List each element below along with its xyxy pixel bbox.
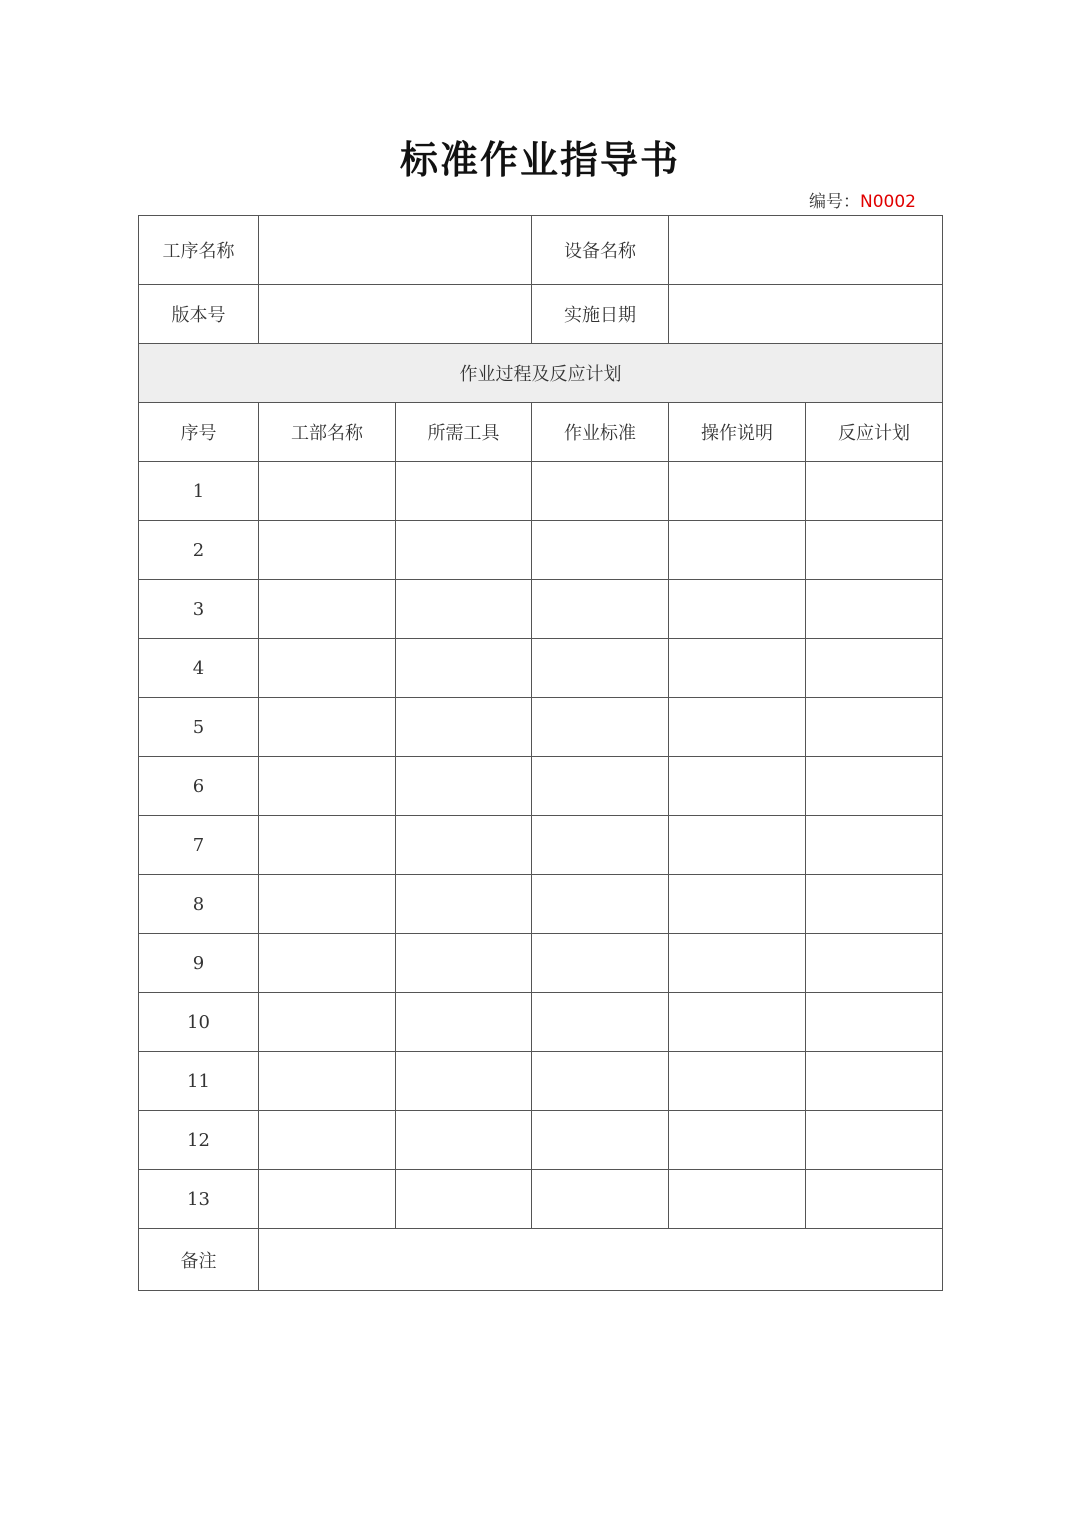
reaction-plan-cell[interactable] xyxy=(806,639,943,698)
implement-date-label: 实施日期 xyxy=(532,285,669,344)
reaction-plan-cell[interactable] xyxy=(806,934,943,993)
table-row xyxy=(139,580,943,639)
standard-cell[interactable] xyxy=(532,934,669,993)
table-row xyxy=(139,1170,943,1229)
info-row-process xyxy=(139,216,943,285)
table-row xyxy=(139,521,943,580)
row-number: 2 xyxy=(139,521,259,580)
section-title: 作业过程及反应计划 xyxy=(139,344,943,403)
column-header-step-name: 工部名称 xyxy=(259,403,396,462)
step-name-cell[interactable] xyxy=(259,521,396,580)
step-name-cell[interactable] xyxy=(259,993,396,1052)
column-header-tools: 所需工具 xyxy=(396,403,532,462)
process-name-label: 工序名称 xyxy=(139,216,259,285)
standard-cell[interactable] xyxy=(532,993,669,1052)
row-number: 9 xyxy=(139,934,259,993)
table-row xyxy=(139,757,943,816)
column-header-standard: 作业标准 xyxy=(532,403,669,462)
reaction-plan-cell[interactable] xyxy=(806,757,943,816)
table-row xyxy=(139,816,943,875)
step-name-cell[interactable] xyxy=(259,639,396,698)
table-row xyxy=(139,993,943,1052)
version-label: 版本号 xyxy=(139,285,259,344)
standard-cell[interactable] xyxy=(532,1111,669,1170)
standard-cell[interactable] xyxy=(532,875,669,934)
instructions-cell[interactable] xyxy=(669,462,806,521)
step-name-cell[interactable] xyxy=(259,1111,396,1170)
tools-cell[interactable] xyxy=(396,1111,532,1170)
instructions-cell[interactable] xyxy=(669,580,806,639)
standard-cell[interactable] xyxy=(532,1052,669,1111)
standard-cell[interactable] xyxy=(532,580,669,639)
step-name-cell[interactable] xyxy=(259,757,396,816)
version-field[interactable] xyxy=(259,285,532,344)
reaction-plan-cell[interactable] xyxy=(806,521,943,580)
row-number: 6 xyxy=(139,757,259,816)
reaction-plan-cell[interactable] xyxy=(806,1111,943,1170)
reaction-plan-cell[interactable] xyxy=(806,993,943,1052)
column-header-reaction-plan: 反应计划 xyxy=(806,403,943,462)
row-number: 4 xyxy=(139,639,259,698)
equipment-name-field[interactable] xyxy=(669,216,943,285)
reaction-plan-cell[interactable] xyxy=(806,698,943,757)
standard-cell[interactable] xyxy=(532,816,669,875)
column-header-row xyxy=(139,403,943,462)
instructions-cell[interactable] xyxy=(669,639,806,698)
step-name-cell[interactable] xyxy=(259,934,396,993)
column-header-instructions: 操作说明 xyxy=(669,403,806,462)
tools-cell[interactable] xyxy=(396,521,532,580)
table-row xyxy=(139,875,943,934)
tools-cell[interactable] xyxy=(396,816,532,875)
tools-cell[interactable] xyxy=(396,1052,532,1111)
step-name-cell[interactable] xyxy=(259,1170,396,1229)
row-number: 13 xyxy=(139,1170,259,1229)
instructions-cell[interactable] xyxy=(669,698,806,757)
document-title: 标准作业指导书 xyxy=(399,138,680,182)
standard-cell[interactable] xyxy=(532,698,669,757)
row-number: 12 xyxy=(139,1111,259,1170)
standard-cell[interactable] xyxy=(532,639,669,698)
instructions-cell[interactable] xyxy=(669,816,806,875)
step-name-cell[interactable] xyxy=(259,698,396,757)
step-name-cell[interactable] xyxy=(259,580,396,639)
step-name-cell[interactable] xyxy=(259,462,396,521)
column-header-no: 序号 xyxy=(139,403,259,462)
document-number xyxy=(809,190,916,214)
table-row xyxy=(139,1111,943,1170)
reaction-plan-cell[interactable] xyxy=(806,580,943,639)
reaction-plan-cell[interactable] xyxy=(806,462,943,521)
tools-cell[interactable] xyxy=(396,1170,532,1229)
tools-cell[interactable] xyxy=(396,993,532,1052)
table-row xyxy=(139,698,943,757)
instructions-cell[interactable] xyxy=(669,521,806,580)
table-row xyxy=(139,462,943,521)
instructions-cell[interactable] xyxy=(669,1111,806,1170)
row-number: 5 xyxy=(139,698,259,757)
step-name-cell[interactable] xyxy=(259,1052,396,1111)
process-name-field[interactable] xyxy=(259,216,532,285)
row-number: 10 xyxy=(139,993,259,1052)
row-number: 11 xyxy=(139,1052,259,1111)
remark-row xyxy=(139,1229,943,1291)
instructions-cell[interactable] xyxy=(669,1052,806,1111)
remark-field[interactable] xyxy=(259,1229,943,1291)
tools-cell[interactable] xyxy=(396,934,532,993)
row-number: 3 xyxy=(139,580,259,639)
standard-cell[interactable] xyxy=(532,521,669,580)
remark-label: 备注 xyxy=(139,1229,259,1291)
tools-cell[interactable] xyxy=(396,580,532,639)
implement-date-field[interactable] xyxy=(669,285,943,344)
reaction-plan-cell[interactable] xyxy=(806,1052,943,1111)
step-name-cell[interactable] xyxy=(259,816,396,875)
standard-cell[interactable] xyxy=(532,462,669,521)
instructions-cell[interactable] xyxy=(669,993,806,1052)
row-number: 8 xyxy=(139,875,259,934)
table-row xyxy=(139,934,943,993)
reaction-plan-cell[interactable] xyxy=(806,1170,943,1229)
instruction-table xyxy=(138,215,943,1291)
standard-cell[interactable] xyxy=(532,1170,669,1229)
table-row xyxy=(139,639,943,698)
info-row-version xyxy=(139,285,943,344)
instructions-cell[interactable] xyxy=(669,757,806,816)
tools-cell[interactable] xyxy=(396,698,532,757)
tools-cell[interactable] xyxy=(396,875,532,934)
table-row xyxy=(139,1052,943,1111)
document-number-label: 编号： xyxy=(809,192,861,212)
equipment-name-label: 设备名称 xyxy=(532,216,669,285)
step-name-cell[interactable] xyxy=(259,875,396,934)
reaction-plan-cell[interactable] xyxy=(806,875,943,934)
row-number: 7 xyxy=(139,816,259,875)
section-header-row xyxy=(139,344,943,403)
tools-cell[interactable] xyxy=(396,639,532,698)
standard-cell[interactable] xyxy=(532,757,669,816)
reaction-plan-cell[interactable] xyxy=(806,816,943,875)
instructions-cell[interactable] xyxy=(669,875,806,934)
instructions-cell[interactable] xyxy=(669,1170,806,1229)
tools-cell[interactable] xyxy=(396,462,532,521)
instructions-cell[interactable] xyxy=(669,934,806,993)
row-number: 1 xyxy=(139,462,259,521)
tools-cell[interactable] xyxy=(396,757,532,816)
document-number-value: N0002 xyxy=(860,192,916,212)
